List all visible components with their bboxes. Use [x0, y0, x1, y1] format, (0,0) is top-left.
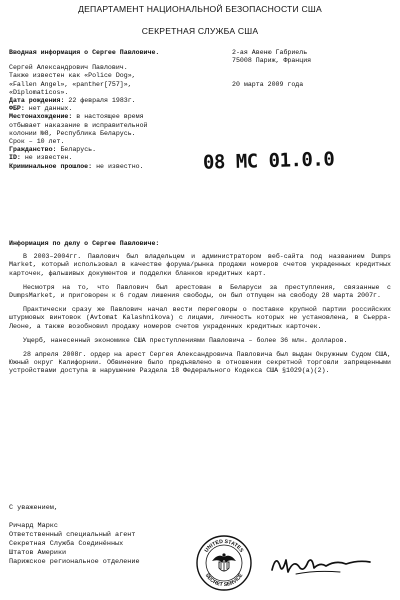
- address-block: [232, 49, 392, 90]
- case-paragraph-5: 28 апреля 2008г. ордер на арест Сергея Александровича Павловича был выдан Окружным Судом США, Южный округ Калифорнии. Обвинение было предъявлено в отношении секретной торговли запрещенными устройствами доступа в нарушение Раздела 18 Федерального Кодекса США §1029(a)(2).: [9, 351, 391, 375]
- case-block: [9, 240, 391, 376]
- handwritten-signature: [266, 548, 376, 582]
- intro-aliases-3: «Diplomaticos».: [9, 88, 69, 96]
- svg-text:SECRET SERVICE: SECRET SERVICE: [203, 572, 245, 589]
- closing-block: [9, 504, 199, 567]
- intro-dob: Дата рождения: 22 февраля 1983г.: [9, 97, 136, 105]
- signer-agency-1: Секретная Служба Соединённых: [9, 540, 124, 548]
- intro-term: Срок – 10 лет.: [9, 138, 65, 146]
- header-service: СЕКРЕТНАЯ СЛУЖБА США: [141, 26, 259, 36]
- intro-location: Местонахождение: в настоящее время: [9, 113, 144, 121]
- case-paragraph-4: Ущерб, нанесенный экономике США преступлениями Павловича – более 36 млн. долларов.: [23, 336, 348, 344]
- signer-agency-2: Штатов Америки: [9, 549, 67, 557]
- letter-date: 20 марта 2009 года: [232, 81, 304, 89]
- intro-block: [9, 49, 209, 171]
- svg-text:UNITED STATES: UNITED STATES: [203, 538, 245, 554]
- case-paragraph-3: Практически сразу же Павлович начал вести переговоры о поставке крупной партии российских штурмовых винтовок (Avtomat Kalashnikova) с лицами, личность которых не установлена, в Сьерра-Леоне, а также возобновил продажу номеров счетов украденных кредитных карточек.: [9, 306, 391, 330]
- closing-regards: С уважением,: [9, 504, 58, 512]
- case-paragraph-1: В 2003–2004гг. Павлович был владельцем и администратором веб-сайта под названием Dumps Market, который использовал в качестве форума/рынка продажи номеров счетов украденных кредитных карточек, фальшивых документов и подделки бланков кредитных карт.: [9, 253, 391, 277]
- address-line-1: 2-ая Авеню Габриель: [232, 49, 308, 56]
- header-department: ДЕПАРТАМЕНТ НАЦИОНАЛЬНОЙ БЕЗОПАСНОСТИ США: [78, 4, 322, 14]
- intro-aliases-1: Также известен как «Police Dog»,: [9, 72, 136, 80]
- intro-citizenship: Гражданство: Беларусь.: [9, 146, 97, 154]
- case-title: Информация по делу о Сергее Павловиче:: [9, 240, 160, 247]
- intro-name: Сергей Александрович Павлович.: [9, 64, 128, 72]
- registration-stamp: 08 MC 01.0.0: [202, 148, 335, 174]
- intro-criminal: Криминальное прошлое: не известно.: [9, 162, 144, 170]
- signer-office: Парижское региональное отделение: [9, 558, 140, 566]
- address-line-2: 75008 Париж, Франция: [232, 57, 312, 65]
- signer-name: Ричард Маркс: [9, 522, 58, 530]
- intro-title: Вводная информация о Сергее Павловиче.: [9, 49, 160, 56]
- case-paragraph-2: Несмотря на то, что Павлович был арестован в Беларуси за преступления, связанные с DumpsMarket, и приговорен к 6 годам лишения свободы, он был отпущен на свободу 28 марта 2007г.: [9, 283, 391, 300]
- intro-fbr: ФБР: нет данных.: [9, 105, 73, 113]
- intro-aliases-2: «Fallen Angel», «panther[757]»,: [9, 80, 132, 88]
- intro-location-2: отбывает наказание в исправительной: [9, 121, 148, 129]
- intro-location-3: колонии №8, Республика Беларусь.: [9, 129, 136, 137]
- signer-title: Ответственный специальный агент: [9, 531, 136, 539]
- us-secret-service-seal-icon: [196, 535, 252, 591]
- intro-id: ID: не известен.: [9, 154, 73, 162]
